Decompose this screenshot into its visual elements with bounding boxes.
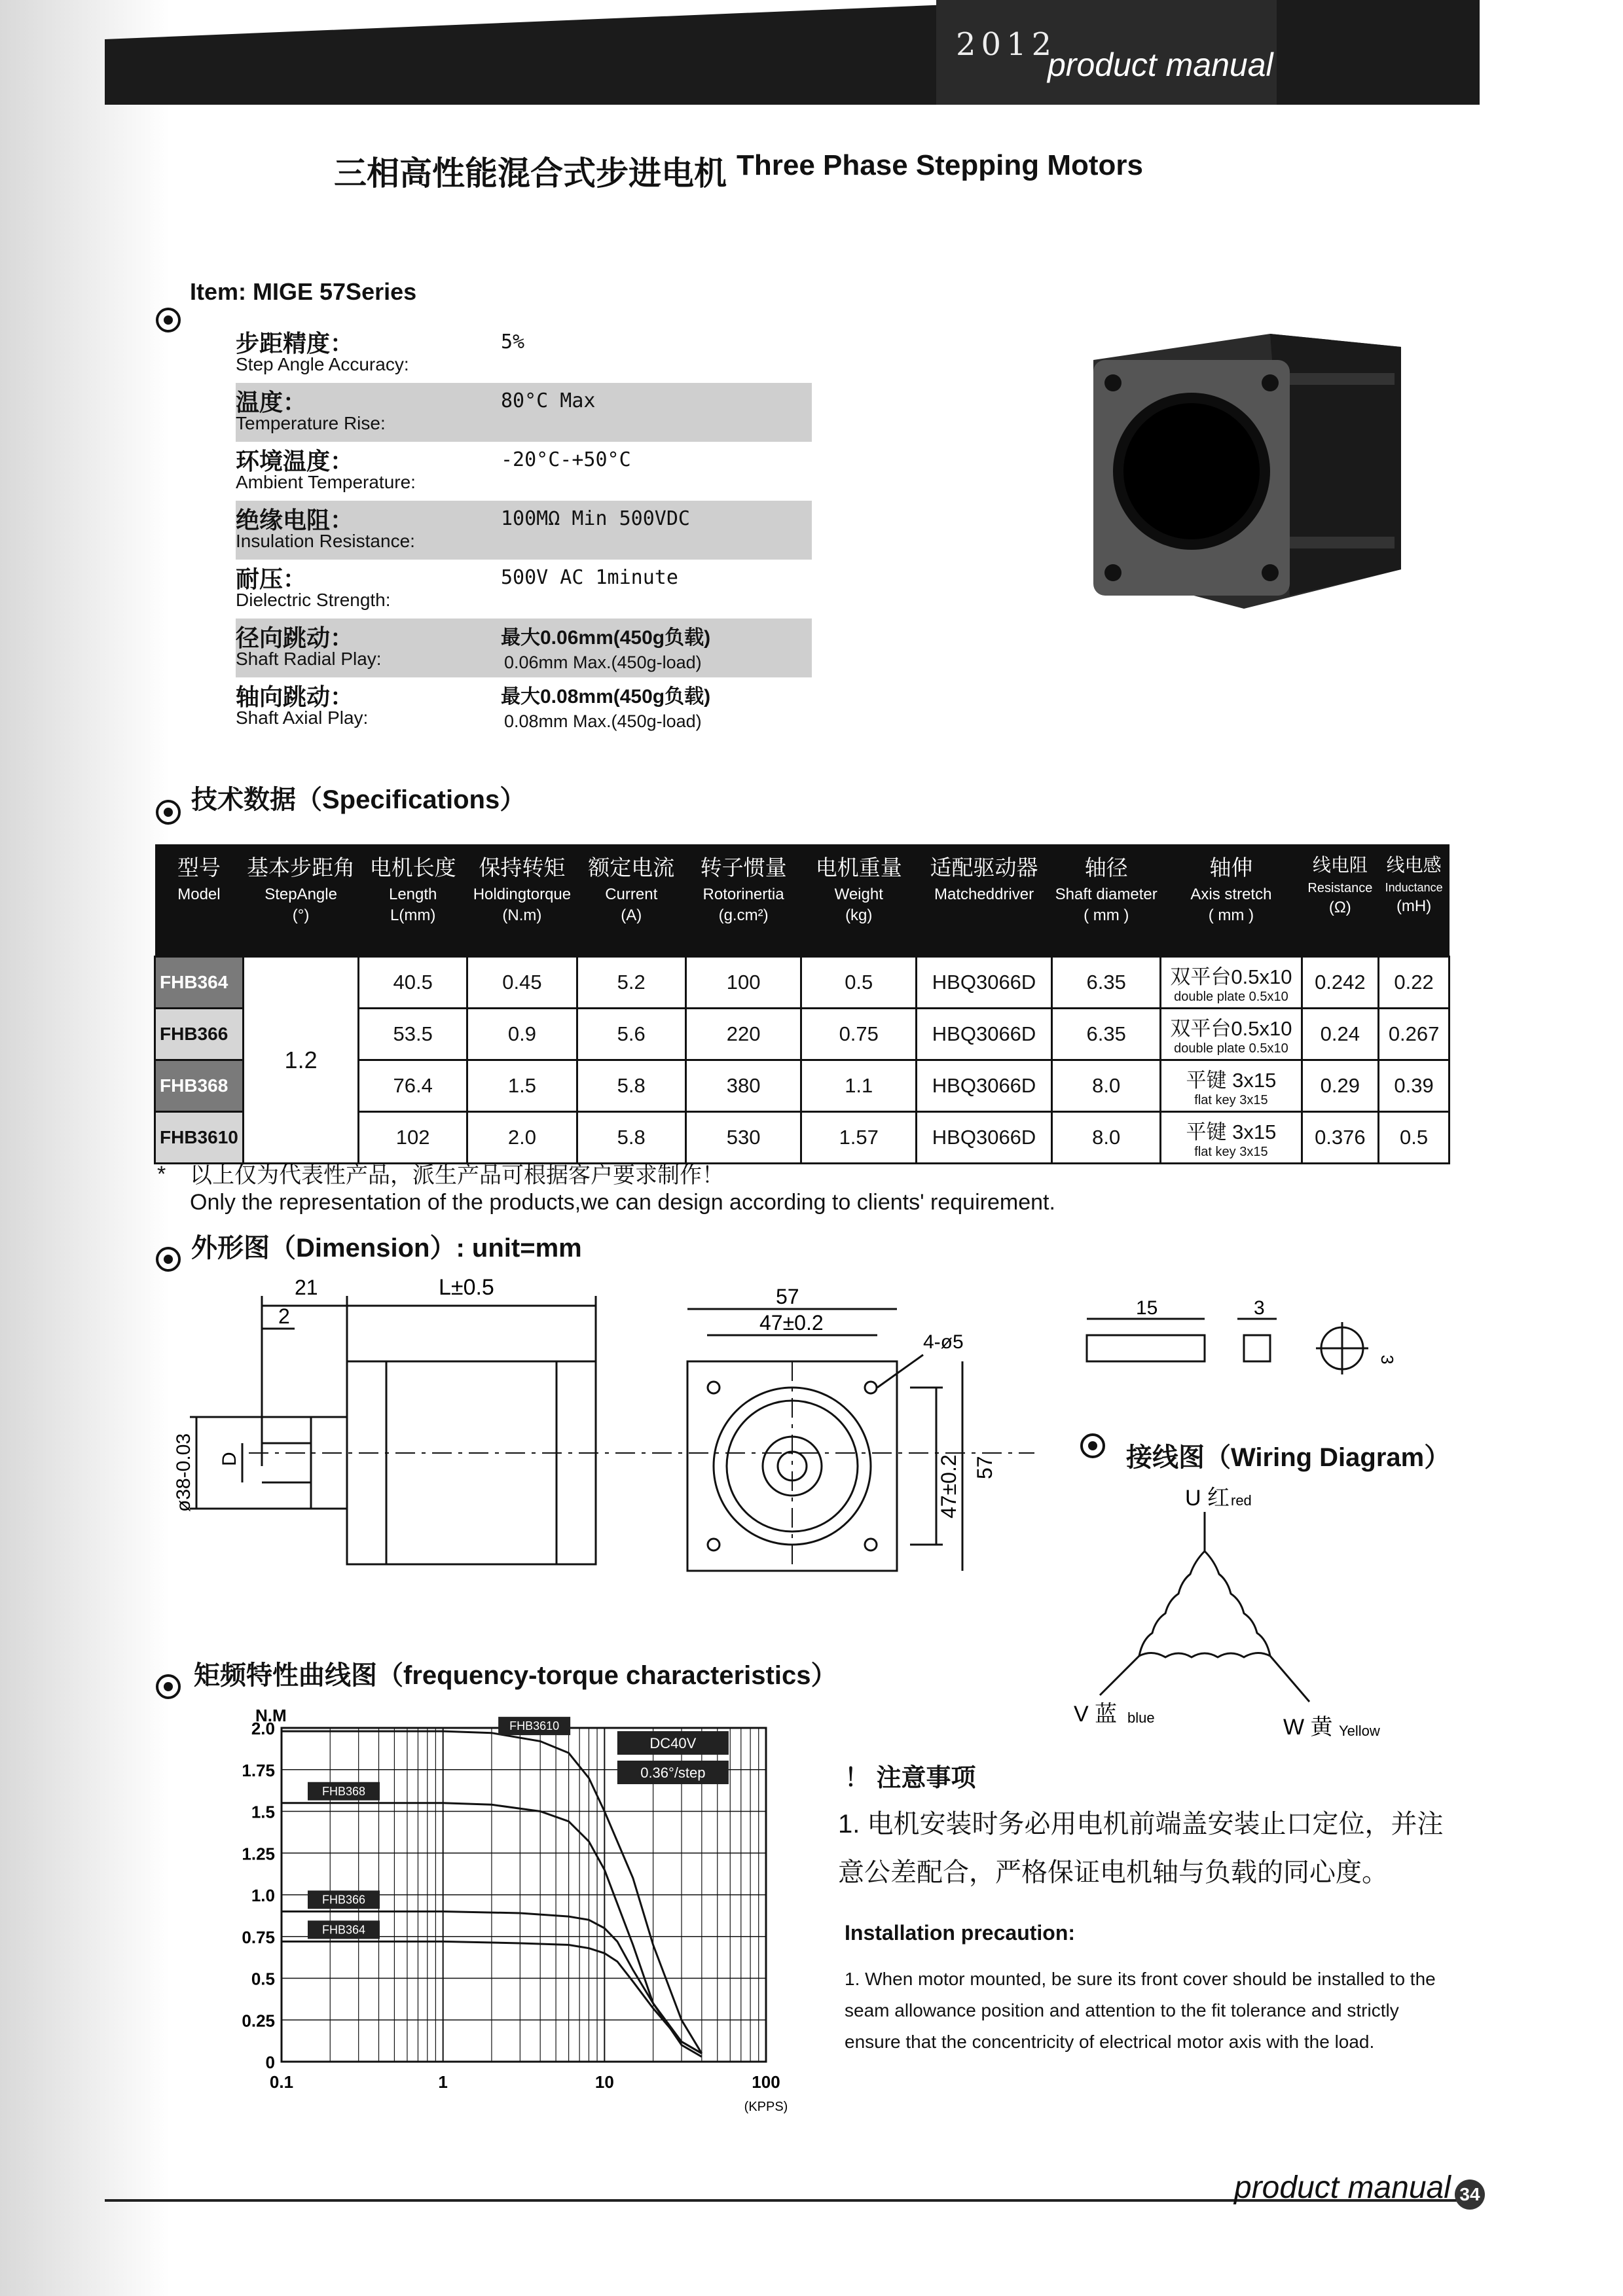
spec-value: 最大0.08mm(450g负载) [501, 686, 711, 708]
dim-label: 3 [1377, 1355, 1397, 1365]
spec-value: 100MΩ Min 500VDC [501, 507, 690, 530]
spec-value: 500V AC 1minute [501, 566, 678, 589]
spec-label-en: Insulation Resistance: [236, 531, 415, 551]
x-tick-label: 100 [752, 2072, 780, 2092]
cell: 76.4 [359, 1060, 467, 1112]
cell: 380 [685, 1060, 801, 1112]
cell: 220 [685, 1009, 801, 1060]
bullet-icon [1080, 1433, 1105, 1458]
spec-label-cn: 步距精度： [236, 330, 354, 357]
header-year: 2012 [956, 26, 1057, 63]
cell: 0.242 [1302, 957, 1379, 1009]
spec-value-en: 0.08mm Max.(450g-load) [504, 711, 702, 731]
cell: 2.0 [467, 1112, 577, 1164]
item-title: Item: MIGE 57Series [190, 278, 417, 305]
x-tick-label: 0.1 [269, 2072, 294, 2092]
col-header: 适配驱动器 Matcheddriver [917, 844, 1052, 957]
dim-label: 4-ø5 [923, 1331, 964, 1353]
series-label: FHB3610 [509, 1719, 560, 1733]
cell: 0.24 [1302, 1009, 1379, 1060]
col-header: 线电阻 Resistance (Ω) [1302, 844, 1379, 957]
spec-value-en: 0.06mm Max.(450g-load) [504, 653, 702, 672]
wiring-diagram [1074, 1486, 1493, 1761]
dim-label: 47±0.2 [759, 1311, 824, 1335]
col-header: 电机长度 Length L(mm) [359, 844, 467, 957]
cell-model: FHB364 [155, 957, 244, 1009]
page-number: 34 [1455, 2179, 1485, 2210]
specifications-title: 技术数据（Specifications） [191, 785, 526, 814]
wire-u-label: U 红 [1185, 1486, 1230, 1511]
spec-label-en: Shaft Radial Play: [236, 649, 382, 669]
cell-model: FHB366 [155, 1009, 244, 1060]
cell-stretch: 平键 3x15 flat key 3x15 [1161, 1112, 1302, 1164]
bullet-icon [156, 1247, 181, 1272]
caution-en-title: Installation precaution: [845, 1921, 1076, 1945]
spec-label-cn: 温度： [236, 389, 307, 416]
dim-label: D [219, 1452, 240, 1466]
spec-label-en: Dielectric Strength: [236, 590, 391, 610]
cell: 5.6 [577, 1009, 685, 1060]
cell: HBQ3066D [917, 1112, 1052, 1164]
page-title-en: Three Phase Stepping Motors [737, 149, 1143, 181]
cell-stretch: 平键 3x15 flat key 3x15 [1161, 1060, 1302, 1112]
note-cn: 以上仅为代表性产品，派生产品可根据客户要求制作！ [190, 1163, 724, 1188]
y-tick-label: 0.25 [242, 2011, 275, 2031]
cell-stretch: 双平台0.5x10 double plate 0.5x10 [1161, 1009, 1302, 1060]
spec-value: 最大0.06mm(450g负载) [501, 627, 711, 649]
header-brand: product manual [1048, 46, 1273, 83]
spec-label-en: Shaft Axial Play: [236, 708, 369, 728]
cell: 0.75 [801, 1009, 917, 1060]
spec-label-en: Step Angle Accuracy: [236, 354, 409, 374]
dim-label: 47±0.2 [937, 1454, 960, 1518]
dim-label: L±0.5 [439, 1275, 494, 1300]
y-axis-label: N.M [255, 1706, 287, 1725]
cell: 8.0 [1052, 1060, 1161, 1112]
cell: 8.0 [1052, 1112, 1161, 1164]
cell: 0.376 [1302, 1112, 1379, 1164]
dim-label: 15 [1136, 1297, 1158, 1319]
cell: 53.5 [359, 1009, 467, 1060]
table-header-row [155, 844, 1450, 957]
spec-value: 5% [501, 331, 525, 353]
cell-model: FHB368 [155, 1060, 244, 1112]
y-tick-label: 2.0 [251, 1719, 275, 1738]
x-axis-label: (KPPS) [744, 2100, 788, 2114]
annotation-label: 0.36°/step [640, 1765, 706, 1781]
y-tick-label: 1.75 [242, 1760, 275, 1780]
spec-label-cn: 轴向跳动： [236, 683, 354, 710]
annotation-label: DC40V [649, 1735, 697, 1751]
col-header: 轴径 Shaft diameter ( mm ) [1052, 844, 1161, 957]
dim-label: 57 [776, 1285, 799, 1308]
spec-label-cn: 径向跳动： [236, 624, 354, 651]
caution-en: 1. When motor mounted, be sure its front cover should be installed to the seam allowance position and attention to the fit tolerance and strictly ensure that the concentricity of electrical motor axis with the load. [845, 1969, 1436, 2052]
spec-value: -20°C-+50°C [501, 448, 631, 471]
cell: 1.1 [801, 1060, 917, 1112]
specifications-table [154, 844, 1450, 1164]
cell: 0.39 [1379, 1060, 1450, 1112]
spec-row [236, 442, 812, 501]
spec-value: 80°C Max [501, 389, 596, 412]
cell-model: FHB3610 [155, 1112, 244, 1164]
col-header: 线电感 Inductance (mH) [1379, 844, 1450, 957]
bullet-icon [156, 1674, 181, 1699]
caution-cn: 1. 电机安装时务必用电机前端盖安装止口定位，并注意公差配合，严格保证电机轴与负载的同心度。 [838, 1810, 1444, 1887]
col-header: 型号 Model [155, 844, 244, 957]
bullet-icon [156, 308, 181, 332]
spec-label-cn: 绝缘电阻： [236, 507, 354, 533]
y-tick-label: 1.25 [242, 1844, 275, 1864]
wire-w-color: Yellow [1339, 1723, 1380, 1739]
chart-title: 矩频特性曲线图（frequency-torque characteristics） [194, 1661, 837, 1690]
table-row [155, 957, 1450, 1009]
cell: 0.45 [467, 957, 577, 1009]
cell: 1.57 [801, 1112, 917, 1164]
cell: 6.35 [1052, 957, 1161, 1009]
cell: 5.8 [577, 1060, 685, 1112]
spec-row [236, 383, 812, 442]
note-star: * [157, 1162, 166, 1187]
dim-label: ø38-0.03 [173, 1433, 194, 1512]
cell: 5.8 [577, 1112, 685, 1164]
cell: 40.5 [359, 957, 467, 1009]
spec-row [236, 619, 812, 677]
spec-row [236, 324, 812, 383]
cell: HBQ3066D [917, 1060, 1052, 1112]
wire-w-label: W 黄 [1283, 1715, 1333, 1740]
dimension-title: 外形图（Dimension）: unit=mm [191, 1234, 582, 1263]
cell: 0.5 [1379, 1112, 1450, 1164]
dim-label: 21 [295, 1276, 318, 1299]
spec-row [236, 677, 812, 736]
cell: 6.35 [1052, 1009, 1161, 1060]
cell: 5.2 [577, 957, 685, 1009]
page-title-cn: 三相高性能混合式步进电机 [334, 155, 727, 192]
bullet-icon [156, 800, 181, 825]
cell: 0.22 [1379, 957, 1450, 1009]
dim-label: 57 [973, 1456, 996, 1479]
cell: HBQ3066D [917, 957, 1052, 1009]
cell: HBQ3066D [917, 1009, 1052, 1060]
cell-stretch: 双平台0.5x10 double plate 0.5x10 [1161, 957, 1302, 1009]
spec-label-en: Ambient Temperature: [236, 472, 416, 492]
note-en: Only the representation of the products,we can design according to clients' requirement. [190, 1190, 1055, 1215]
spec-label-cn: 环境温度： [236, 448, 354, 475]
footer-brand: product manual [1234, 2170, 1451, 2205]
dim-label: 2 [278, 1304, 290, 1328]
caution-title: ！ 注意事项 [845, 1765, 976, 1792]
torque-chart [223, 1702, 825, 2121]
cell: 530 [685, 1112, 801, 1164]
cell: 0.29 [1302, 1060, 1379, 1112]
col-header: 转子惯量 Rotorinertia (g.cm²) [685, 844, 801, 957]
x-tick-label: 10 [594, 2072, 614, 2092]
wire-u-color: red [1231, 1492, 1252, 1509]
motor-photo [1074, 321, 1414, 622]
cell: 0.9 [467, 1009, 577, 1060]
cell: 100 [685, 957, 801, 1009]
x-tick-label: 1 [438, 2072, 448, 2092]
series-label: FHB364 [321, 1923, 366, 1937]
spec-label-cn: 耐压： [236, 565, 307, 592]
y-tick-label: 1.0 [251, 1886, 275, 1905]
dim-label: 3 [1254, 1297, 1265, 1319]
wire-v-label: V 蓝 [1074, 1702, 1118, 1727]
cell: 0.5 [801, 957, 917, 1009]
cell: 0.267 [1379, 1009, 1450, 1060]
col-header: 保持转矩 Holdingtorque (N.m) [467, 844, 577, 957]
col-header: 基本步距角 StepAngle (°) [243, 844, 358, 957]
y-tick-label: 0.75 [242, 1927, 275, 1947]
spec-row [236, 501, 812, 560]
col-header: 额定电流 Current (A) [577, 844, 685, 957]
spec-label-en: Temperature Rise: [236, 413, 386, 433]
col-header: 轴伸 Axis stretch ( mm ) [1161, 844, 1302, 957]
series-label: FHB368 [321, 1784, 366, 1798]
spec-row [236, 560, 812, 619]
y-tick-label: 0 [265, 2053, 275, 2072]
cell: 102 [359, 1112, 467, 1164]
wiring-title: 接线图（Wiring Diagram） [1126, 1443, 1451, 1472]
cell-step-angle: 1.2 [243, 957, 358, 1164]
wire-v-color: blue [1127, 1710, 1155, 1726]
y-tick-label: 0.5 [251, 1969, 275, 1989]
y-tick-label: 1.5 [251, 1802, 275, 1822]
series-label: FHB366 [321, 1893, 366, 1907]
page-edge-shadow [0, 0, 170, 2296]
col-header: 电机重量 Weight (kg) [801, 844, 917, 957]
cell: 1.5 [467, 1060, 577, 1112]
